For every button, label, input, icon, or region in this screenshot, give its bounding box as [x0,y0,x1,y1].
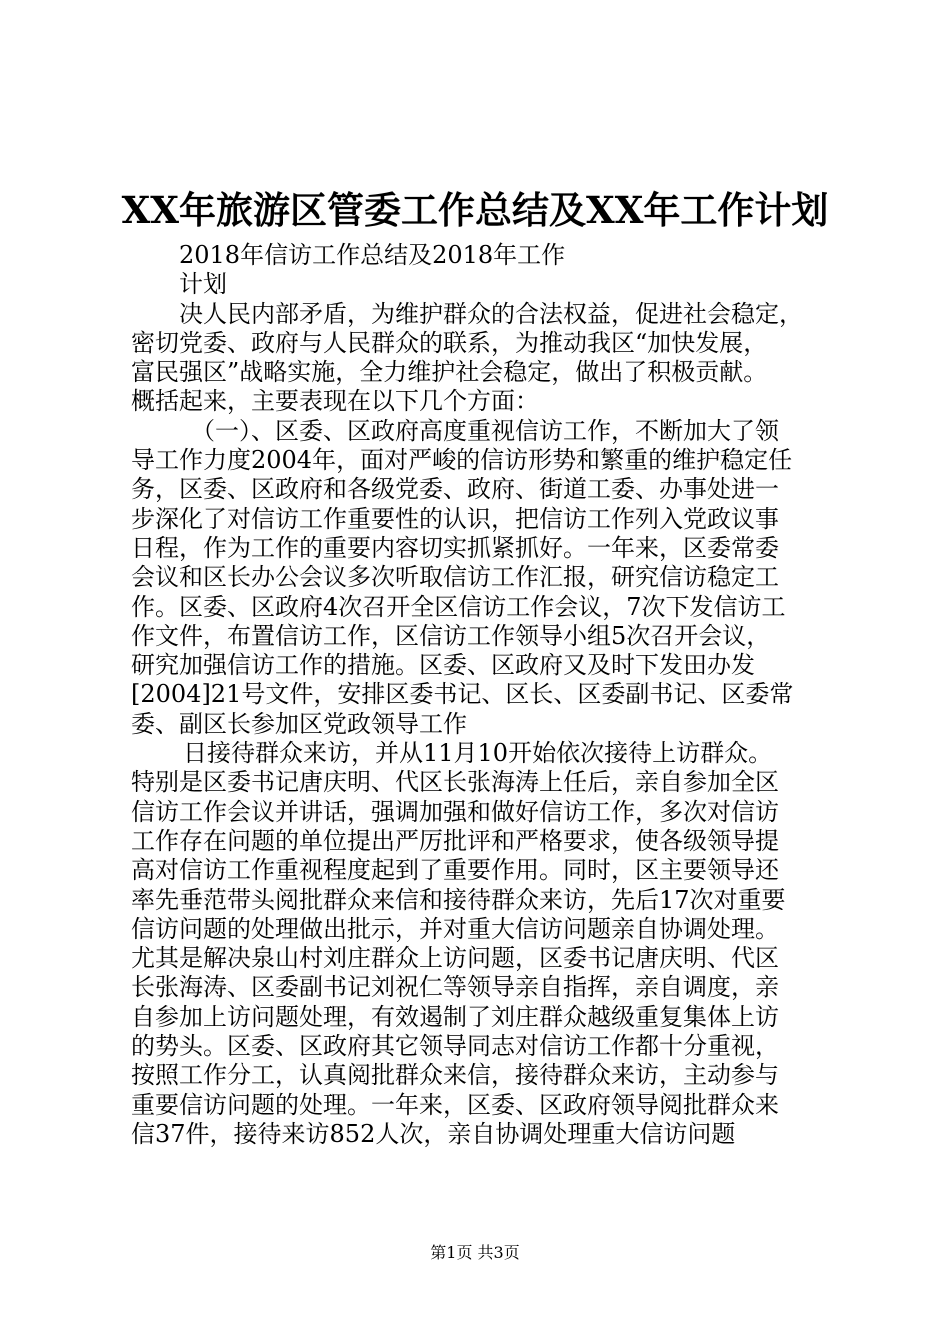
document-title: XX年旅游区管委工作总结及XX年工作计划 [121,188,829,232]
paragraph-line: 工作存在问题的单位提出严厉批评和严格要求，使各级领导提 [131,826,779,855]
paragraph-line: 富民强区”战略实施，全力维护社会稳定，做出了积极贡献。 [131,358,768,387]
page-footer: 第1页 共3页 [430,1243,520,1262]
paragraph-line: 务，区委、区政府和各级党委、政府、街道工委、办事处进一 [131,475,779,504]
paragraph-line: 日程，作为工作的重要内容切实抓紧抓好。一年来，区委常委 [131,533,779,562]
paragraph-line: 密切党委、政府与人民群众的联系，为推动我区“加快发展， [131,328,768,357]
paragraph-line: 导工作力度2004年，面对严峻的信访形势和繁重的维护稳定任 [131,446,793,475]
paragraph-line: 日接待群众来访，并从11月10开始依次接待上访群众。 [183,739,773,768]
paragraph-line: 委、副区长参加区党政领导工作 [131,709,467,738]
paragraph-line: 率先垂范带头阅批群众来信和接待群众来访，先后17次对重要 [131,885,786,914]
paragraph-line: 尤其是解决泉山村刘庄群众上访问题，区委书记唐庆明、代区 [131,944,779,973]
document-body [131,241,841,1149]
paragraph-line: 步深化了对信访工作重要性的认识，把信访工作列入党政议事 [131,504,779,533]
paragraph-line: 作。区委、区政府4次召开全区信访工作会议，7次下发信访工 [131,592,786,621]
paragraph-line: 研究加强信访工作的措施。区委、区政府又及时下发田办发 [131,651,755,680]
paragraph-line: 高对信访工作重视程度起到了重要作用。同时，区主要领导还 [131,856,779,885]
paragraph-line: 信37件，接待来访852人次，亲自协调处理重大信访问题 [131,1119,736,1148]
paragraph-line: 的势头。区委、区政府其它领导同志对信访工作都十分重视， [131,1032,779,1061]
paragraph-line: 会议和区长办公会议多次听取信访工作汇报，研究信访稳定工 [131,563,779,592]
subtitle-line: 2018年信访工作总结及2018年工作 [179,241,566,269]
subtitle-line: 计划 [179,270,227,299]
paragraph-line: 作文件，布置信访工作，区信访工作领导小组5次召开会议， [131,621,771,650]
paragraph-line: [2004]21号文件，安排区委书记、区长、区委副书记、区委常 [131,680,794,709]
paragraph-line: 概括起来，主要表现在以下几个方面： [131,387,539,416]
paragraph-line: （一）、区委、区政府高度重视信访工作，不断加大了领 [191,416,779,445]
paragraph-line: 长张海涛、区委副书记刘祝仁等领导亲自指挥，亲自调度，亲 [131,973,779,1002]
paragraph-line: 按照工作分工，认真阅批群众来信，接待群众来访，主动参与 [131,1061,779,1090]
paragraph-line: 信访问题的处理做出批示，并对重大信访问题亲自协调处理。 [131,914,779,943]
paragraph-line: 决人民内部矛盾，为维护群众的合法权益，促进社会稳定， [179,299,803,328]
paragraph-line: 重要信访问题的处理。一年来，区委、区政府领导阅批群众来 [131,1090,779,1119]
paragraph-line: 自参加上访问题处理，有效遏制了刘庄群众越级重复集体上访 [131,1002,779,1031]
paragraph-line: 信访工作会议并讲话，强调加强和做好信访工作，多次对信访 [131,797,779,826]
paragraph-line: 特别是区委书记唐庆明、代区长张海涛上任后，亲自参加全区 [131,768,779,797]
